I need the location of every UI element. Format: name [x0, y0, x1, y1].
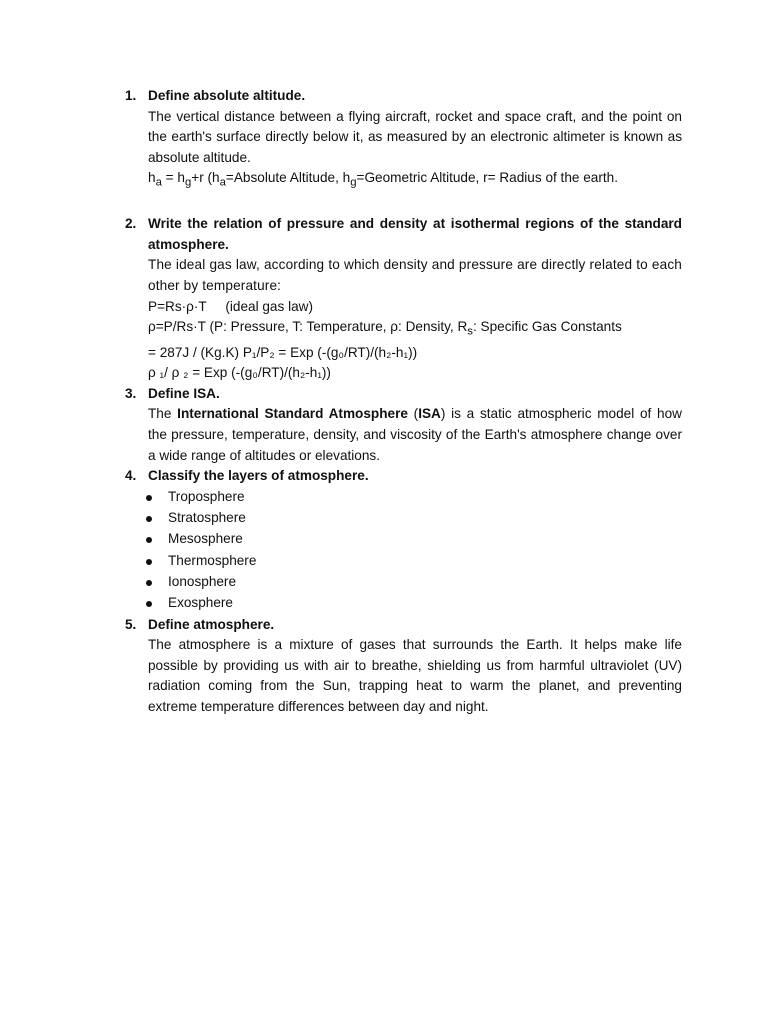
question-title: Define atmosphere.	[148, 616, 275, 632]
formula-subscript: g	[184, 177, 192, 190]
layer-name: Stratosphere	[168, 510, 246, 526]
question-number: 1.	[125, 88, 137, 103]
formula-text: =Absolute Altitude, h	[225, 170, 351, 186]
density-ratio-line: ρ ₁/ ρ ₂ = Exp (-(g₀/RT)/(h₂-h₁))	[148, 365, 331, 381]
layer-name: Mesosphere	[168, 531, 243, 547]
bullet-icon	[146, 537, 152, 543]
density-formula-line	[148, 317, 682, 342]
question-5	[122, 615, 682, 718]
formula-subscript: a	[155, 177, 162, 190]
para-text: ) is a static atmospheric model of how the pressure, temperature, density, and viscosity of the Earth's atmosphere change over a wide range of altitudes or elevations.	[148, 406, 682, 463]
bullet-icon	[146, 516, 152, 522]
question-number: 2.	[125, 216, 137, 232]
formula-subscript: s	[467, 325, 473, 338]
question-title: Write the relation of pressure and density at isothermal regions of the standard atmosphere.	[148, 216, 682, 252]
formula-text: =Geometric Altitude, r= Radius of the earth.	[356, 170, 618, 186]
question-2	[122, 214, 682, 383]
bullet-icon	[146, 559, 152, 565]
altitude-formula	[148, 168, 682, 193]
list-item	[168, 593, 682, 614]
list-item	[168, 572, 682, 593]
question-1	[122, 86, 682, 194]
list-item	[168, 551, 682, 572]
isa-abbreviation: ISA	[418, 406, 441, 422]
answer-paragraph: The vertical distance between a flying aircraft, rocket and space craft, and the point on the earth's surface directly below it, as measured by an electronic altimeter is known as absolute altitude.	[148, 108, 682, 165]
bullet-icon	[146, 601, 152, 607]
isa-term: International Standard Atmosphere	[177, 406, 408, 422]
bullet-icon	[146, 580, 152, 586]
question-title: Define ISA.	[148, 385, 220, 401]
question-3	[122, 384, 682, 466]
answer-paragraph: The ideal gas law, according to which density and pressure are directly related to each other by temperature:	[148, 257, 682, 294]
question-number: 4.	[125, 468, 137, 484]
list-item	[168, 487, 682, 508]
formula-text: +r (h	[191, 170, 220, 186]
formula-subscript: g	[350, 177, 357, 190]
formula-subscript: a	[219, 177, 226, 190]
question-list	[122, 86, 682, 717]
atmosphere-layer-list	[122, 487, 682, 615]
question-title: Classify the layers of atmosphere.	[148, 468, 369, 484]
pressure-ratio-line: = 287J / (Kg.K) P₁/P₂ = Exp (-(g₀/RT)/(h₂-h₁))	[148, 344, 418, 360]
bullet-icon	[146, 495, 152, 501]
para-text: (	[407, 406, 419, 422]
formula-text: = h	[161, 170, 185, 186]
answer-paragraph	[148, 404, 682, 466]
question-number: 5.	[125, 616, 137, 632]
question-4	[122, 466, 682, 487]
question-title: Define absolute altitude.	[148, 88, 306, 103]
formula-text: h	[148, 170, 156, 186]
layer-name: Ionosphere	[168, 573, 237, 589]
para-text: The	[148, 406, 178, 422]
layer-name: Troposphere	[168, 488, 245, 504]
question-number: 3.	[125, 385, 137, 401]
list-item	[168, 529, 682, 550]
spacer	[122, 194, 682, 215]
formula-text: : Specific Gas Constants	[472, 319, 622, 335]
list-item	[168, 508, 682, 529]
gas-law-line: P=Rs·ρ·T (ideal gas law)	[148, 298, 313, 314]
answer-paragraph: The atmosphere is a mixture of gases that surrounds the Earth. It helps make life possible by providing us with air to breathe, shielding us from harmful ultraviolet (UV) radiation coming from the Sun, trapping heat to warm the planet, and preventing extreme temperature differences between day and night.	[148, 637, 682, 714]
formula-text: ρ=P/Rs·T (P: Pressure, T: Temperature, ρ: Density, R	[148, 319, 468, 335]
layer-name: Thermosphere	[168, 552, 257, 568]
layer-name: Exosphere	[168, 595, 233, 611]
